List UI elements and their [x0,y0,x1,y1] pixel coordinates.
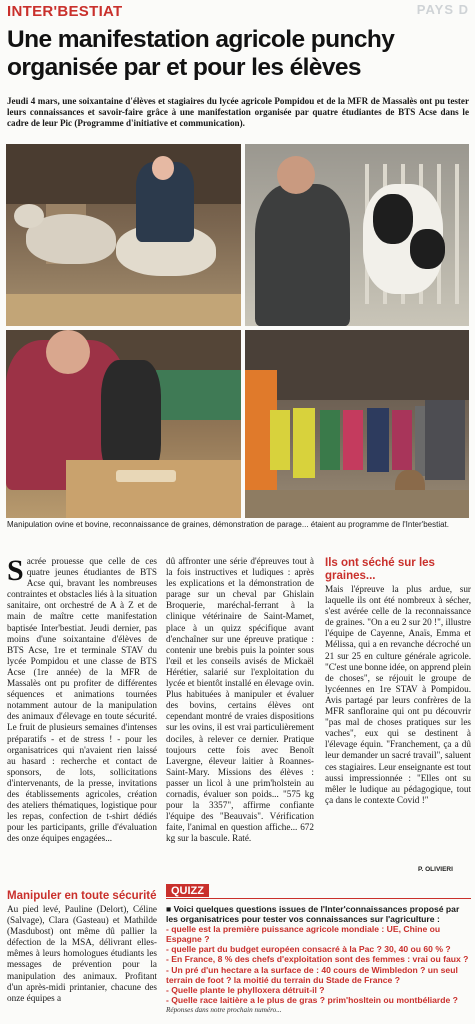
byline: P. OLIVIERI [418,866,453,873]
quiz-label: QUIZZ [166,884,209,897]
subheading-seeds: Ils ont séché sur les graines... [325,557,435,582]
article-column-3: Mais l'épreuve la plus ardue, sur laquelle ils ont été nombreux à sécher, s'est avérée celle de la reconnaissance de graines. "On a eu 2 sur 20 !", illustre l'équipe de Cayenne, Anaïs, Emma et Mélissa, qui a en revanche décroché un 21 sur 25 en culture générale agricole. "C'est une bonne idée, on apprend plein de choses", se réjouit le groupe de lycéennes en 1re STAV à Pompidou. Avis partagé par leurs confrères de la MFR sanfloraine qui ont pu découvrir "pas mal de choses pratiques sur les vaches", eux qui se destinent à l'élevage équin. "Franchement, ça a dû leur demander un sacré travail", saluent ces stagiaires. Leur enseignante est tout aussi impressionnée : "Elles ont su mêler le ludique au pédagogique, tout ça dans le contexte Covid !" [325,584,471,805]
quiz-item: - Quelle plante le phylloxera détruit-il ? [166,984,325,995]
photo-sheep-handling [6,144,241,326]
quiz-footnote: Réponses dans notre prochain numéro... [166,1005,282,1014]
photo-caption: Manipulation ovine et bovine, reconnaissance de graines, démonstration de parage... étaient au programme de l'Inter'bestiat. [7,520,449,529]
quiz-intro: ■ Voici quelques questions issues de l'Inter'connaissances proposé par les organisatrices pour tester vos connaissances sur l'agriculture : [166,904,460,925]
quiz-item: - Un pré d'un hectare a la surface de : 40 cours de Wimbledon ? un seul terrain de foot ? la moitié du terrain du Stade de France ? [166,964,458,985]
article-lead: Jeudi 4 mars, une soixantaine d'élèves et stagiaires du lycée agricole Pompidou et de la MFR de Massalès ont pu tester leurs connaissances et savoir-faire grâce à une manifestation organisée par quatre étudiantes de BTS Acse dans le cadre de leur Pic (Programme d'initiative et communication). [7,96,469,128]
subheading-safety: Manipuler en toute sécurité [7,890,157,902]
quiz-item: - quelle part du budget européen consacré à la Pac ? 30, 40 ou 60 % ? [166,944,451,955]
article-text-1: acrée prouesse que celle de ces quatre jeunes étudiantes de BTS Acse qui, bravant les nombreuses contraintes et obstacles liés à la situation sanitaire, ont orchestré de A à Z et de main de maître cette manifestation baptisée Inter'bestiat. Jeudi dernier, pas moins d'une soixantaine d'élèves de BTS Acse, 1re et terminale STAV du lycée Pompidou et une classe de BTS Acse (1re année) de la MFR de Massalès ont pu profiter de différentes séquences et animations tournées notamment autour de la manipulation des animaux d'élevage en toute sécurité. Le fruit de plusieurs semaines d'intenses préparatifs - et de stress ! - pour les organisatrices qui n'avaient rien laissé au hasard : recherche et contact de sponsors, de lots, sollicitations d'intervenants, de la presse, invitations des établissements agricoles, création des ateliers thématiques, logistique pour les repas, confection de t-shirt dédiés pour les participants, grille d'évaluation des onze équipes engagées... [7,556,157,844]
section-kicker: INTER'BESTIAT [7,3,123,20]
photo-seed-recognition [6,330,241,518]
quiz-item: - quelle est la première puissance agricole mondiale : UE, Chine ou Espagne ? [166,924,441,945]
article-column-1 [7,556,157,844]
quiz-item: - En France, 8 % des chefs d'exploitation sont des femmes : vrai ou faux ? [166,954,469,965]
quiz-item: - Quelle race laitière a le plus de gras ? prim'hosltein ou montbéliarde ? [166,994,458,1005]
photo-student-group [245,330,469,518]
photo-cow-handling [245,144,469,326]
quiz-box [166,904,471,1014]
adjacent-ghost-text: PAYS D [416,2,469,17]
article-headline: Une manifestation agricole punchy organisée par et pour les élèves [7,26,395,81]
article-column-1b: Au pied levé, Pauline (Delort), Céline (Salvage), Clara (Gasteau) et Mathilde (Masdubost) ont même dû pallier la défection de la MSA, délivrant elles-mêmes à leurs homologues étudiants les messages de prévention pour la manipulation des animaux. Profitant d'un après-midi printanier, chacune des onze équipes a [7,904,157,1003]
quiz-rule [166,898,471,899]
article-column-2: dû affronter une série d'épreuves tout à la fois instructives et ludiques : après les explications et la démonstration de parage sur un cheval par Ghislain Broquerie, maréchal-ferrant à la clinique vétérinaire de Saint-Mamet, place à un quizz spécifique avant d'enchaîner sur une épreuve pratique : contenir une brebis puis la pointer sous l'œil et les conseils avisés de Mickaël Hérétier, salarié sur l'exploitation du lycée et bientôt installé en élevage ovin. Plus habituées à manipuler et évaluer des bovins, certains élèves ont cependant montré de vraies dispositions sur les ovins, il est vrai particulièrement dociles, à relever ce dernier. Pratique toujours cette fois avec Benoît Lavergne, éleveur laitier à Roannes-Saint-Mary. Missions des élèves : passer un licol à une prim'holstein au cornadis, évaluer son poids... "575 kg pour la 3357", affirme confiante l'équipe des "Beauvais". Vérification faite, l'animal en question affiche... 672 kg sur la bascule. Raté. [166,556,314,844]
drop-cap: S [7,554,24,587]
